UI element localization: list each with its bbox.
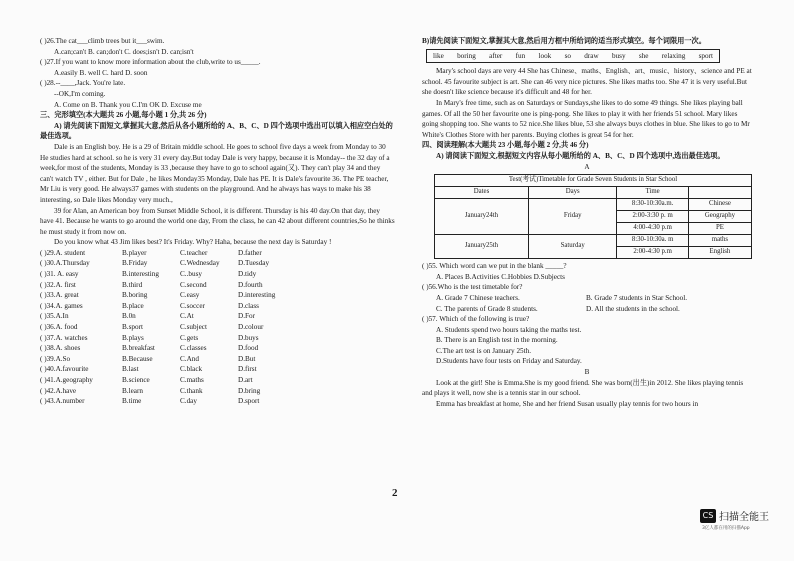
word-box-item: fun (515, 51, 526, 60)
option-cell: C..busy (180, 270, 202, 279)
option-cell: C.subject (180, 323, 207, 332)
option-cell: C.maths (180, 376, 204, 384)
timetable-header-cell: Time (617, 187, 688, 199)
timetable-header-row (435, 187, 752, 199)
cloze-option-row (40, 343, 395, 354)
option-cell: D.interesting (238, 291, 276, 300)
option-cell: D.class (238, 301, 259, 310)
section-4-title: 四、阅读理解(本大题共 23 小题,每小题 2 分,共 46 分) (422, 141, 589, 150)
option-cell: B.interesting (122, 270, 159, 279)
question-55: ( )55. Which word can we put in the blank _____? (422, 262, 567, 271)
option-cell: C.day (180, 397, 197, 406)
option-cell: D.For (238, 312, 255, 321)
timetable-cell: 2:00-4:30 p.m (617, 247, 688, 259)
option-cell: C.teacher (180, 248, 208, 257)
timetable-header-cell (688, 187, 751, 199)
q57-option-b: B. There is an English test in the morning. (436, 336, 558, 345)
option-cell: C.easy (180, 291, 200, 300)
cloze-option-row (40, 280, 395, 291)
cloze-option-row (40, 396, 395, 407)
option-cell: ( )41.A.geography (40, 376, 93, 384)
word-box-item: after (489, 51, 503, 60)
timetable-cell: Geography (688, 211, 751, 223)
question-27-options: A.easily B. well C. hard D. soon (54, 68, 148, 77)
left-column (40, 36, 395, 407)
option-cell: C.soccer (180, 301, 205, 310)
option-cell: D.But (238, 354, 256, 363)
test-timetable (434, 174, 752, 259)
q57-option-a: A. Students spend two hours taking the maths test. (436, 325, 582, 334)
timetable-cell: Chinese (688, 199, 751, 211)
option-cell: C.black (180, 365, 203, 374)
cloze-option-row (40, 258, 395, 269)
timetable-header-cell: Days (528, 187, 616, 199)
cloze-option-row (40, 386, 395, 397)
word-box-item: sport (698, 51, 713, 60)
option-cell: ( )32.A. first (40, 280, 76, 289)
option-cell: ( )38.A. shoes (40, 344, 81, 353)
passage-b-para1: Mary's school days are very 44 She has Chinese、maths、English、art、music、history、science and PE at school. 45 favourite subject is art. She can 46 very nice pictures. She likes maths too. She 47 it is very useful.But she doesn't like science because it's difficult and 48 for her. (422, 67, 752, 97)
cloze-option-row (40, 333, 395, 344)
cloze-option-row (40, 248, 395, 259)
timetable-header-cell: Dates (435, 187, 529, 199)
option-cell: D.tidy (238, 270, 257, 279)
option-cell: B.player (122, 248, 147, 257)
option-cell: B.Friday (122, 259, 148, 268)
option-cell: ( )42.A.have (40, 386, 77, 395)
option-cell: B.last (122, 365, 139, 374)
option-cell: ( )34.A. games (40, 301, 83, 310)
scanner-watermark (700, 505, 769, 531)
reading-a-label: A (584, 162, 590, 171)
cloze-option-row (40, 364, 395, 375)
word-box-item: busy (611, 51, 626, 60)
option-cell: ( )40.A.favourite (40, 365, 89, 374)
timetable-cell: Saturday (528, 235, 616, 259)
question-26-options: A.can;can't B. can;don't C. does;isn't D. can;isn't (54, 47, 194, 56)
option-cell: B.Because (122, 354, 153, 363)
cloze-option-row (40, 290, 395, 301)
question-56-row2 (422, 304, 752, 315)
cloze-option-row (40, 301, 395, 312)
q56-option-b: B. Grade 7 students in Star School. (586, 293, 688, 302)
cloze-passage-a3: Do you know what 43 Jim likes best? It's Friday. Why? Haha, because the next day is Saturday ! (54, 238, 332, 247)
question-56: ( )56.Who is the test timetable for? (422, 283, 523, 292)
option-cell: D.fourth (238, 280, 263, 289)
passage-b-para2: In Mary's free time, such as on Saturdays or Sundays,she likes to do some 49 things. She likes playing ball games. Of all the 50 her favourite one is ping-pong. She likes to play it with her friends 51 school. Mary likes going shopping too. She wants to 52 nice.She likes blue, 53 she always buys clothes in blue. She likes to go to Mr White's Clothes Store with her parents. Buying clothes is great 54 for her. (422, 98, 750, 139)
cloze-option-row (40, 354, 395, 365)
section-b-instructions: B)请先阅读下面短文,掌握其大意,然后用方框中所给词的适当形式填空。每个词限用一次。 (422, 37, 706, 45)
option-cell: B.learn (122, 386, 143, 395)
option-cell: B.sport (122, 323, 143, 332)
timetable-row (435, 235, 752, 247)
q56-option-a: A. Grade 7 Chinese teachers. (436, 293, 520, 302)
cloze-passage-a2: 39 for Alan, an American boy from Sunset Middle School, it is different. Thursday is his 40 day.On that day, they have 41. Because he wants to go around the world one day, From the class, he can 42 about different countries,So he thinks he must study it from now on. (40, 206, 395, 236)
cloze-option-row (40, 269, 395, 280)
section-3-title: 三、完形填空(本大题共 26 小题,每小题 1 分,共 26 分) (40, 111, 207, 120)
option-cell: B.place (122, 301, 144, 310)
section-4a-instructions: A) 请阅读下面短文,根据短文内容从每小题所给的 A、B、C、D 四个选项中,选出最佳选项。 (436, 151, 725, 160)
passage-reading-b2: Emma has breakfast at home, She and her friend Susan usually play tennis for two hours in (436, 399, 699, 408)
reading-b-label: B (584, 368, 590, 377)
timetable-cell: January24th (435, 199, 529, 235)
option-cell: C.classes (180, 344, 207, 353)
option-cell: C.At (180, 312, 194, 321)
cloze-options-list (40, 248, 395, 407)
cloze-option-row (40, 322, 395, 333)
word-box-item: boring (457, 51, 476, 60)
section-3a-instructions: A) 请先阅读下面短文,掌握其大意,然后从各小题所给的 A、B、C、D 四个选项中选出可以填入相应空白处的最佳选项。 (40, 121, 393, 141)
question-57: ( )57. Which of the following is true? (422, 315, 530, 324)
cloze-option-row (40, 311, 395, 322)
option-cell: ( )35.A.In (40, 312, 69, 321)
timetable-cell: January25th (435, 235, 529, 259)
option-cell: D.first (238, 365, 257, 374)
option-cell: D.art (238, 376, 253, 384)
option-cell: ( )39.A.So (40, 354, 71, 363)
word-box-item: draw (584, 51, 599, 60)
q57-option-c: C.The art test is on January 25th. (436, 346, 532, 355)
option-cell: ( )36.A. food (40, 323, 78, 332)
option-cell: C.Wednesday (180, 259, 220, 268)
q56-option-d: D. All the students in the school. (586, 304, 680, 313)
option-cell: C.gets (180, 333, 199, 342)
option-cell: C.thank (180, 386, 203, 395)
timetable-cell: 8:30-10:30a.m. (617, 199, 688, 211)
question-56-row1 (422, 293, 752, 304)
option-cell: ( )30.A.Thursday (40, 259, 90, 268)
question-28-options: A. Come on B. Thank you C.I'm OK D. Excuse me (54, 100, 202, 109)
option-cell: ( )37.A. watches (40, 333, 88, 342)
cloze-option-row (40, 375, 395, 386)
brand-name: 扫描全能王 (719, 512, 769, 523)
option-cell: ( )43.A.number (40, 397, 85, 406)
timetable-cell: Friday (528, 199, 616, 235)
option-cell: ( )29.A. student (40, 248, 86, 257)
word-box-item: relaxing (661, 51, 686, 60)
option-cell: B.0n (122, 312, 136, 321)
timetable-cell: maths (688, 235, 751, 247)
option-cell: B.boring (122, 291, 148, 300)
option-cell: D.sport (238, 397, 260, 406)
question-28-dialog: --OK,I'm coming. (54, 89, 106, 98)
option-cell: D.colour (238, 323, 264, 332)
timetable-cell: 4:00-4:30 p.m (617, 223, 688, 235)
timetable-row (435, 199, 752, 211)
q56-option-c: C. The parents of Grade 8 students. (436, 304, 538, 313)
option-cell: C.second (180, 280, 207, 289)
option-cell: C.And (180, 354, 199, 363)
option-cell: B.breakfast (122, 344, 155, 353)
timetable-cell: English (688, 247, 751, 259)
option-cell: D.food (238, 344, 259, 353)
option-cell: ( )31. A. easy (40, 270, 79, 279)
word-box-item: she (638, 51, 649, 60)
brand-tagline: 3亿人都在用的扫描App (702, 526, 750, 531)
option-cell: B.plays (122, 333, 144, 342)
timetable-cell: PE (688, 223, 751, 235)
camscanner-logo-icon: CS (700, 509, 716, 523)
question-26: ( )26.The cat___climb trees but it___swim. (40, 37, 165, 45)
word-box-item: look (538, 51, 552, 60)
word-box-item: like (433, 51, 444, 60)
word-box-item: so (564, 51, 571, 60)
question-27: ( )27.If you want to know more information about the club,write to us_____. (40, 58, 261, 67)
option-cell: B.science (122, 376, 150, 384)
cloze-passage-a: Dale is an English boy. He is a 29 of Britain middle school. He goes to school five days a week from Monday to 30 He studies hard at school. so he is very 31 every day.But today Dale is very happy, because it is Monday-- the 32 day of a week,for most of the students, Monday is 33 ,because they have to go to school again(又). They can't play 34 and they can't watch TV , either. But for Dale , he likes Monday35 Monday, Dale has PE. It is Dale's favourite 36. The PE teacher, Mr Liu is very good. He always37 games with students on the playground. And he always has ways to make his 38 interesting, so Dale likes Monday very much., (40, 142, 390, 204)
right-column (422, 36, 752, 409)
q57-option-d: D.Students have four tests on Friday and Saturday. (436, 357, 582, 366)
question-28: ( )28.--____,Jack. You're late. (40, 79, 126, 88)
page-number: 2 (392, 487, 398, 499)
option-cell: D.father (238, 248, 262, 257)
option-cell: B.third (122, 280, 143, 289)
passage-reading-b1: Look at the girl! She is Emma.She is my good friend. She was born(出生)in 2012. She likes playing tennis and plays it well, now she is a tennis star in our school. (422, 378, 744, 398)
question-55-options: A. Places B.Activities C.Hobbies D.Subjects (436, 272, 565, 281)
option-cell: D.bring (238, 386, 261, 395)
option-cell: D.Tuesday (238, 259, 270, 268)
timetable-title: Test(考试)Timetable for Grade Seven Students in Star School (435, 175, 752, 187)
word-box (426, 49, 720, 64)
option-cell: D.buys (238, 333, 259, 342)
option-cell: B.time (122, 397, 142, 406)
timetable-cell: 8:30-10:30a. m (617, 235, 688, 247)
option-cell: ( )33.A. great (40, 291, 79, 300)
timetable-cell: 2:00-3:30 p. m (617, 211, 688, 223)
